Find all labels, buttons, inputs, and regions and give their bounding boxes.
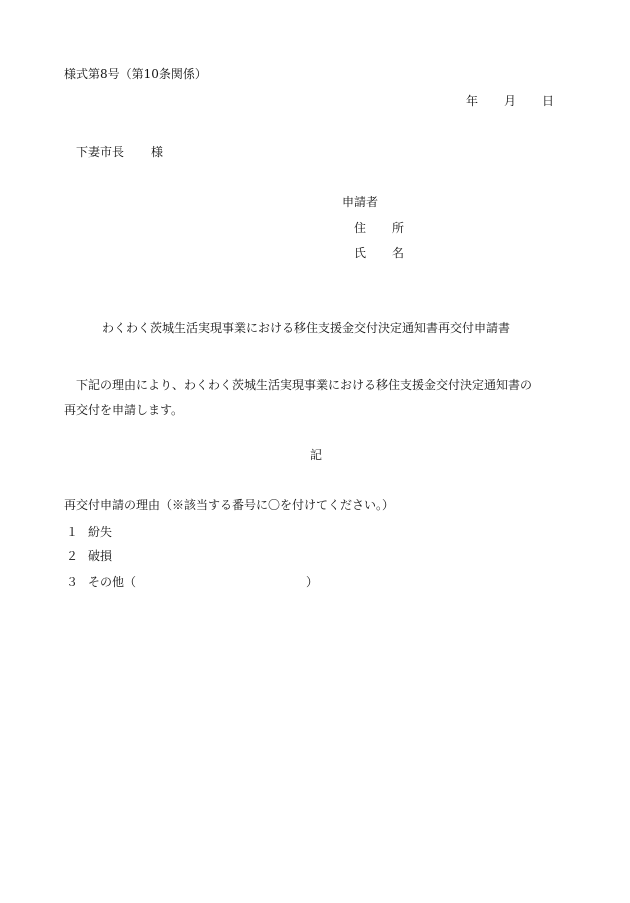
date-day: 日 xyxy=(542,94,555,108)
addressee-name: 下妻市長 xyxy=(76,145,125,159)
reason-item-other xyxy=(66,576,318,588)
body-line-2: 再交付を申請します。 xyxy=(64,403,184,417)
ki-heading: 記 xyxy=(310,448,323,462)
reason-heading: 再交付申請の理由（※該当する番号に〇を付けてください。） xyxy=(64,498,395,512)
addressee xyxy=(76,146,163,158)
applicant-address-label xyxy=(354,222,404,234)
date-line xyxy=(466,95,554,107)
reason-item-text: 破損 xyxy=(88,549,113,563)
reason-item-number: ２ xyxy=(66,549,79,563)
name-label-part1: 氏 xyxy=(354,246,367,260)
applicant-name-label xyxy=(354,247,404,259)
reason-item-damaged xyxy=(66,550,112,562)
reason-item-close-paren: ） xyxy=(306,575,319,589)
date-month: 月 xyxy=(504,94,517,108)
document-title: わくわく茨城生活実現事業における移住支援金交付決定通知書再交付申請書 xyxy=(102,321,511,335)
date-year: 年 xyxy=(466,94,479,108)
addressee-honorific: 様 xyxy=(151,145,164,159)
reason-item-number: １ xyxy=(66,525,79,539)
body-text xyxy=(64,373,564,423)
address-label-part1: 住 xyxy=(354,221,367,235)
body-line-1: 下記の理由により、わくわく茨城生活実現事業における移住支援金交付決定通知書の xyxy=(76,378,533,392)
reason-item-text: 紛失 xyxy=(88,525,113,539)
applicant-label: 申請者 xyxy=(342,195,379,209)
reason-item-lost xyxy=(66,526,112,538)
reason-item-number: ３ xyxy=(66,575,79,589)
form-number: 様式第8号（第10条関係） xyxy=(64,67,207,81)
address-label-part2: 所 xyxy=(392,221,405,235)
name-label-part2: 名 xyxy=(392,246,405,260)
reason-item-text: その他（ xyxy=(88,575,137,589)
